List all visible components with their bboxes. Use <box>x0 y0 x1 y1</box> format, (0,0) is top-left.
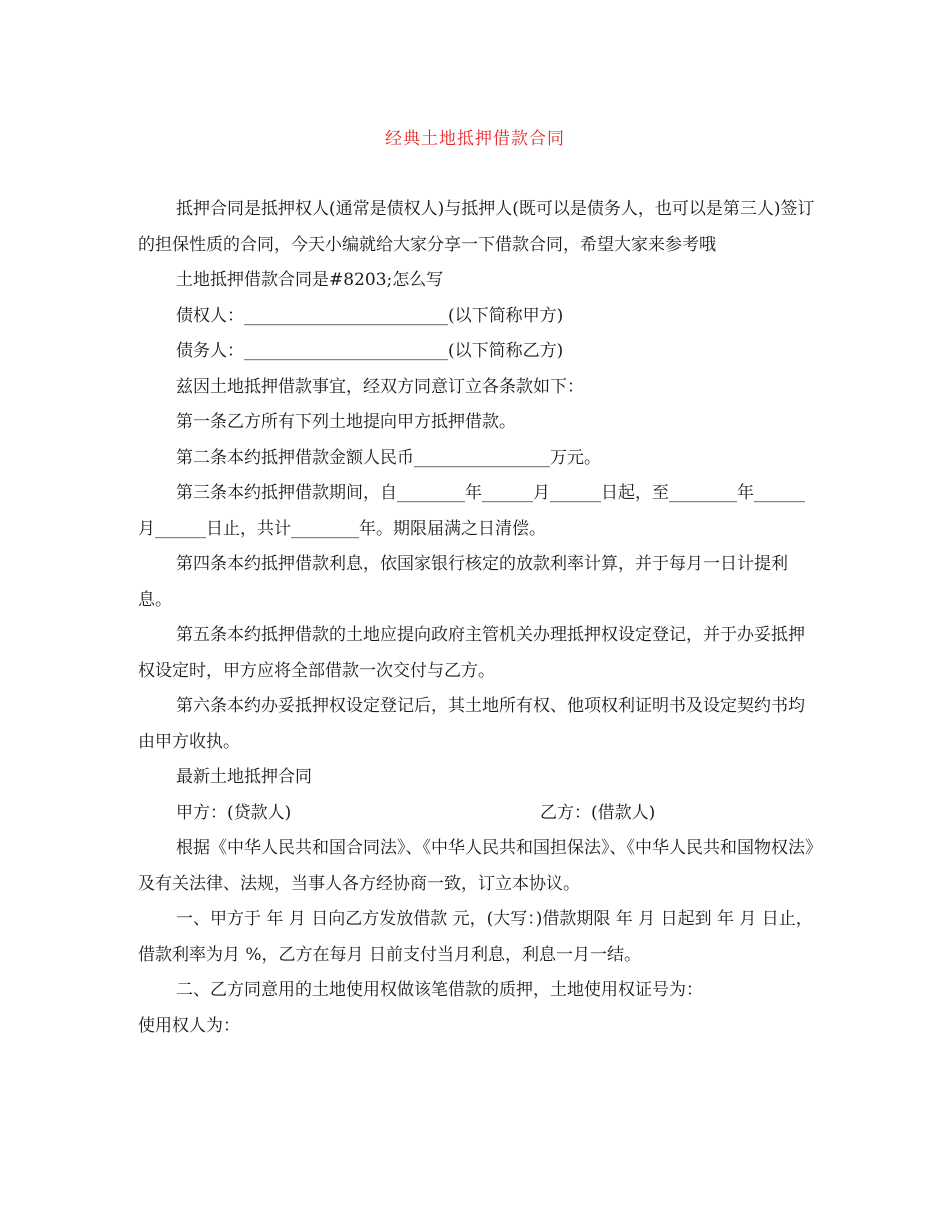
article-1: 第一条乙方所有下列土地提向甲方抵押借款。 <box>176 412 516 432</box>
parties-row <box>138 796 818 832</box>
party-a-label: 甲方：(贷款人) <box>176 802 292 823</box>
preamble-paragraph: 兹因土地抵押借款事宜，经双方同意订立各条款如下： <box>176 376 584 397</box>
article-3: 第三条本约抵押借款期间，自________年______月______日起，至________年______月______日止，共计________年。期限届满之日清偿。 <box>138 483 805 539</box>
debtor-line: 债务人：________________________(以下简称乙方) <box>176 341 564 361</box>
intro-paragraph: 抵押合同是抵押权人(通常是债权人)与抵押人(既可以是债务人，也可以是第三人)签订的担保性质的合同，今天小编就给大家分享一下借款合同，希望大家来参考哦 <box>138 199 815 255</box>
clause-2: 二、乙方同意用的土地使用权做该笔借款的质押，土地使用权证号为： <box>176 980 703 1000</box>
article-4: 第四条本约抵押借款利息，依国家银行核定的放款利率计算，并于每月一日计提利息。 <box>138 554 788 610</box>
section-heading-2: 最新土地抵押合同 <box>176 767 312 787</box>
article-2: 第二条本约抵押借款金额人民币________________万元。 <box>176 447 601 468</box>
party-b-label: 乙方：(借款人) <box>540 802 656 823</box>
user-label: 使用权人为： <box>138 1015 240 1036</box>
section-heading: 土地抵押借款合同是#8203;怎么写 <box>176 270 444 290</box>
document-title: 经典土地抵押借款合同 <box>385 129 565 149</box>
article-6: 第六条本约办妥抵押权设定登记后，其土地所有权、他项权利证明书及设定契约书均由甲方收执。 <box>138 696 805 752</box>
article-5: 第五条本约抵押借款的土地应提向政府主管机关办理抵押权设定登记，并于办妥抵押权设定时，甲方应将全部借款一次交付与乙方。 <box>138 625 805 681</box>
creditor-line: 债权人：________________________(以下简称甲方) <box>176 305 564 326</box>
clause-1: 一、甲方于 年 月 日向乙方发放借款 元，(大写：)借款期限 年 月 日起到 年 月 日止，借款利率为月 %，乙方在每月 日前支付当月利息，利息一月一结。 <box>138 909 813 965</box>
legal-basis-paragraph: 根据《中华人民共和国合同法》、《中华人民共和国担保法》、《中华人民共和国物权法》及有关法律、法规，当事人各方经协商一致，订立本协议。 <box>138 838 814 894</box>
document-body <box>138 192 818 1044</box>
